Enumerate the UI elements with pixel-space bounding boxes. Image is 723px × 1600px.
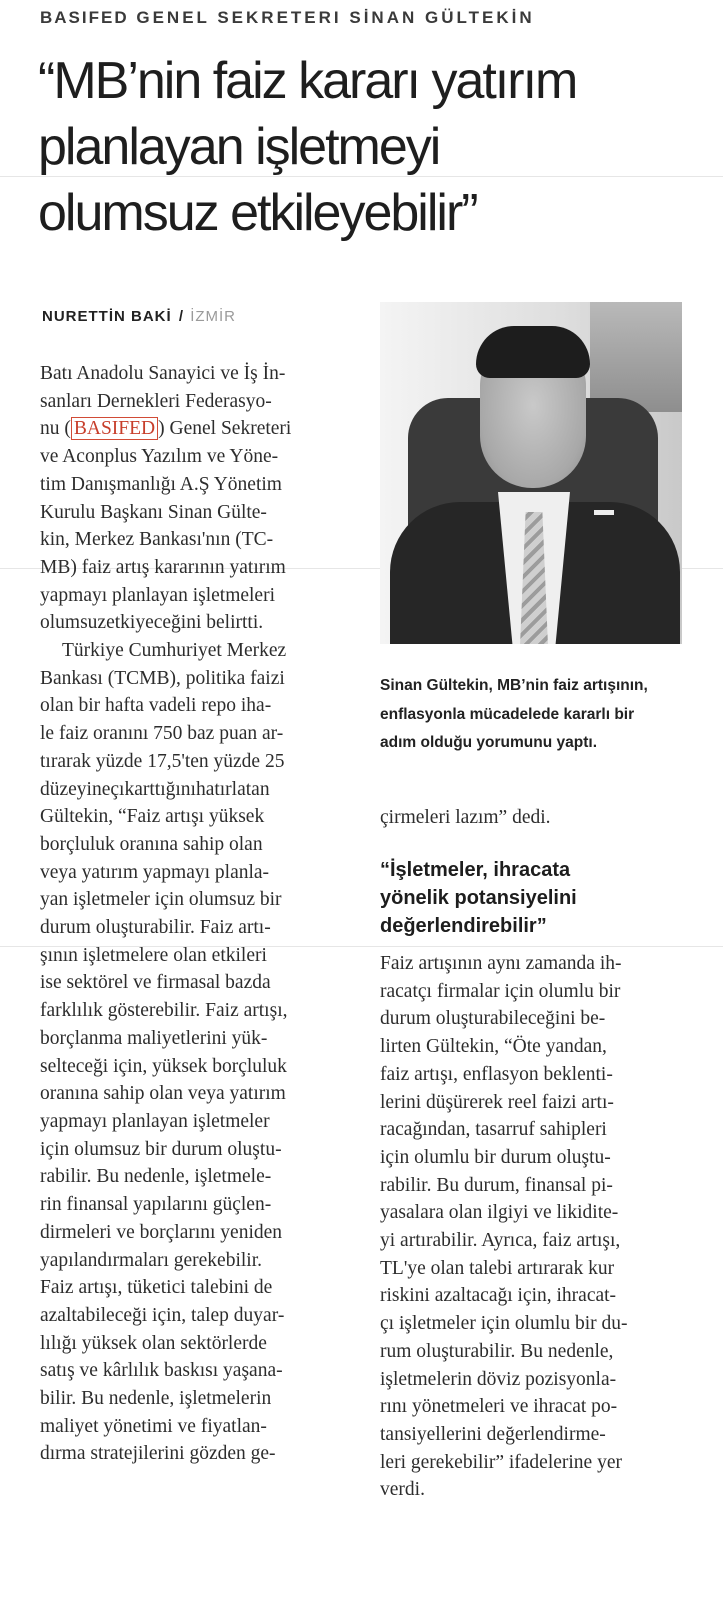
body-line: dirmeleri ve borçlarını yeniden	[40, 1221, 283, 1243]
body-line: tırarak yüzde 17,5'ten yüzde 25	[40, 750, 285, 772]
body-line: racatçı firmalar için olumlu bir	[380, 980, 621, 1002]
body-line: riskini azaltacağı için, ihracat-	[380, 1285, 617, 1307]
body-line: tansiyellerini değerlendirme-	[380, 1423, 606, 1445]
body-line-fragment: ) Genel Sekreteri	[158, 418, 292, 440]
body-line: olan bir hafta vadeli repo iha-	[40, 695, 272, 717]
body-line: Batı Anadolu Sanayici ve İş İn-	[40, 363, 286, 384]
body-line: rabilir. Bu durum, finansal pi-	[380, 1174, 613, 1196]
body-line: rını yönetmeleri ve ihracat po-	[380, 1396, 618, 1418]
body-line: durum oluşturabilir. Faiz artı-	[40, 917, 271, 939]
photo-caption	[380, 672, 690, 758]
byline	[42, 308, 236, 325]
body-line	[40, 415, 350, 443]
body-line: Faiz artışı, tüketici talebini de	[40, 1277, 273, 1299]
body-line: yapmayı planlayan işletmeler	[40, 1110, 270, 1132]
caption-line: Sinan Gültekin, MB’nin faiz artışının,	[380, 677, 648, 694]
body-line: satış ve kârlılık baskısı yaşana-	[40, 1360, 283, 1382]
body-line: farklılık gösterebilir. Faiz artışı,	[40, 1000, 288, 1022]
body-line: maliyet yönetimi ve fiyatlan-	[40, 1415, 267, 1437]
body-line: Bankası (TCMB), politika faizi	[40, 667, 285, 689]
body-line: faiz artışı, enflasyon beklenti-	[380, 1063, 613, 1085]
body-line: Gültekin, “Faiz artışı yüksek	[40, 806, 265, 828]
highlighted-term: BASIFED	[71, 417, 158, 440]
body-line: Kurulu Başkanı Sinan Gülte-	[40, 501, 267, 523]
body-line: veya yatırım yapmayı planla-	[40, 861, 270, 883]
body-line: le faiz oranını 750 baz puan ar-	[40, 723, 284, 745]
body-line: durum oluşturabileceğini be-	[380, 1008, 606, 1030]
subheading	[380, 856, 690, 940]
body-line: selteceği için, yüksek borçluluk	[40, 1055, 287, 1077]
body-line: rin finansal yapılarını güçlen-	[40, 1194, 272, 1216]
body-line: olumsuzetkiyeceğini belirtti.	[40, 612, 264, 634]
body-line-fragment: nu (	[40, 418, 71, 440]
photo-wall-art	[590, 302, 682, 412]
byline-separator: /	[178, 308, 184, 325]
body-line: verdi.	[380, 1479, 425, 1501]
body-line: tim Danışmanlığı A.Ş Yönetim	[40, 473, 282, 495]
body-line: leri gerekebilir” ifadelerine yer	[380, 1451, 622, 1473]
byline-city: İZMİR	[190, 308, 237, 325]
body-line: TL'ye olan talebi artırarak kur	[380, 1257, 615, 1279]
body-line: azaltabileceği için, talep duyar-	[40, 1304, 285, 1326]
body-line: sanları Dernekleri Federasyo-	[40, 390, 272, 412]
caption-line: enflasyonla mücadelede kararlı bir	[380, 705, 635, 723]
article-left-column	[40, 360, 350, 1468]
body-line: yasalara olan ilgiyi ve likidite-	[380, 1202, 619, 1224]
body-line: yapmayı planlayan işletmeleri	[40, 584, 275, 606]
body-line: kin, Merkez Bankası'nın (TC-	[40, 529, 274, 551]
kicker	[40, 8, 535, 28]
body-line: şının işletmelere olan etkileri	[40, 944, 267, 966]
body-line: lılığı yüksek olan sektörlerde	[40, 1332, 267, 1354]
body-line: MB) faiz artış kararının yatırım	[40, 556, 286, 578]
body-line: Faiz artışının aynı zamanda ih-	[380, 953, 622, 974]
body-line: racağından, tasarruf sahipleri	[380, 1119, 607, 1141]
body-line: borçluluk oranına sahip olan	[40, 833, 263, 855]
body-line: borçlanma maliyetlerini yük-	[40, 1027, 268, 1049]
body-line: çı işletmeler için olumlu bir du-	[380, 1313, 628, 1335]
body-line: bilir. Bu nedenle, işletmelerin	[40, 1388, 272, 1410]
body-line: için olumsuz bir durum oluştu-	[40, 1138, 282, 1160]
portrait-photo	[380, 302, 682, 644]
photo-lapel-pin	[594, 510, 614, 515]
subheading-line: yönelik potansiyelini	[380, 887, 577, 909]
kicker-brand: BASIFED	[40, 8, 129, 27]
body-line: yan işletmeler için olumsuz bir	[40, 889, 282, 911]
body-line: lirten Gültekin, “Öte yandan,	[380, 1036, 607, 1058]
body-line: lerini düşürerek reel faizi artı-	[380, 1091, 614, 1113]
headline-line: planlayan işletmeyi	[38, 118, 440, 176]
body-line: ise sektörel ve firmasal bazda	[40, 972, 271, 994]
body-line: rabilir. Bu nedenle, işletmele-	[40, 1166, 272, 1188]
subheading-line: değerlendirebilir”	[380, 915, 547, 937]
body-line: yi artırabilir. Ayrıca, faiz artışı,	[380, 1230, 621, 1252]
headline-line: olumsuz etkileyebilir”	[38, 184, 477, 242]
body-line: Türkiye Cumhuriyet Merkez	[62, 640, 287, 662]
photo-hair	[476, 326, 590, 378]
headline	[38, 48, 678, 246]
caption-line: adım olduğu yorumunu yaptı.	[380, 734, 597, 751]
headline-line: “MB’nin faiz kararı yatırım	[38, 52, 577, 110]
kicker-text: GENEL SEKRETERI SİNAN GÜLTEKİN	[136, 8, 535, 27]
body-line: düzeyineçıkarttığınıhatırlatan	[40, 778, 270, 800]
body-line: dırma stratejilerini gözden ge-	[40, 1443, 276, 1465]
body-line: ve Aconplus Yazılım ve Yöne-	[40, 446, 279, 468]
article-right-continuation	[380, 804, 690, 832]
body-line: için olumlu bir durum oluştu-	[380, 1146, 611, 1168]
body-line: işletmelerin döviz pozisyonla-	[380, 1368, 617, 1390]
byline-author: NURETTİN BAKİ	[42, 308, 172, 325]
subheading-line: “İşletmeler, ihracata	[380, 859, 571, 881]
article-right-column	[380, 950, 690, 1504]
body-line: çirmeleri lazım” dedi.	[380, 807, 551, 828]
body-line: yapılandırmaları gerekebilir.	[40, 1249, 262, 1271]
body-line: rum oluşturabilir. Bu nedenle,	[380, 1340, 614, 1362]
body-line: oranına sahip olan veya yatırım	[40, 1083, 286, 1105]
